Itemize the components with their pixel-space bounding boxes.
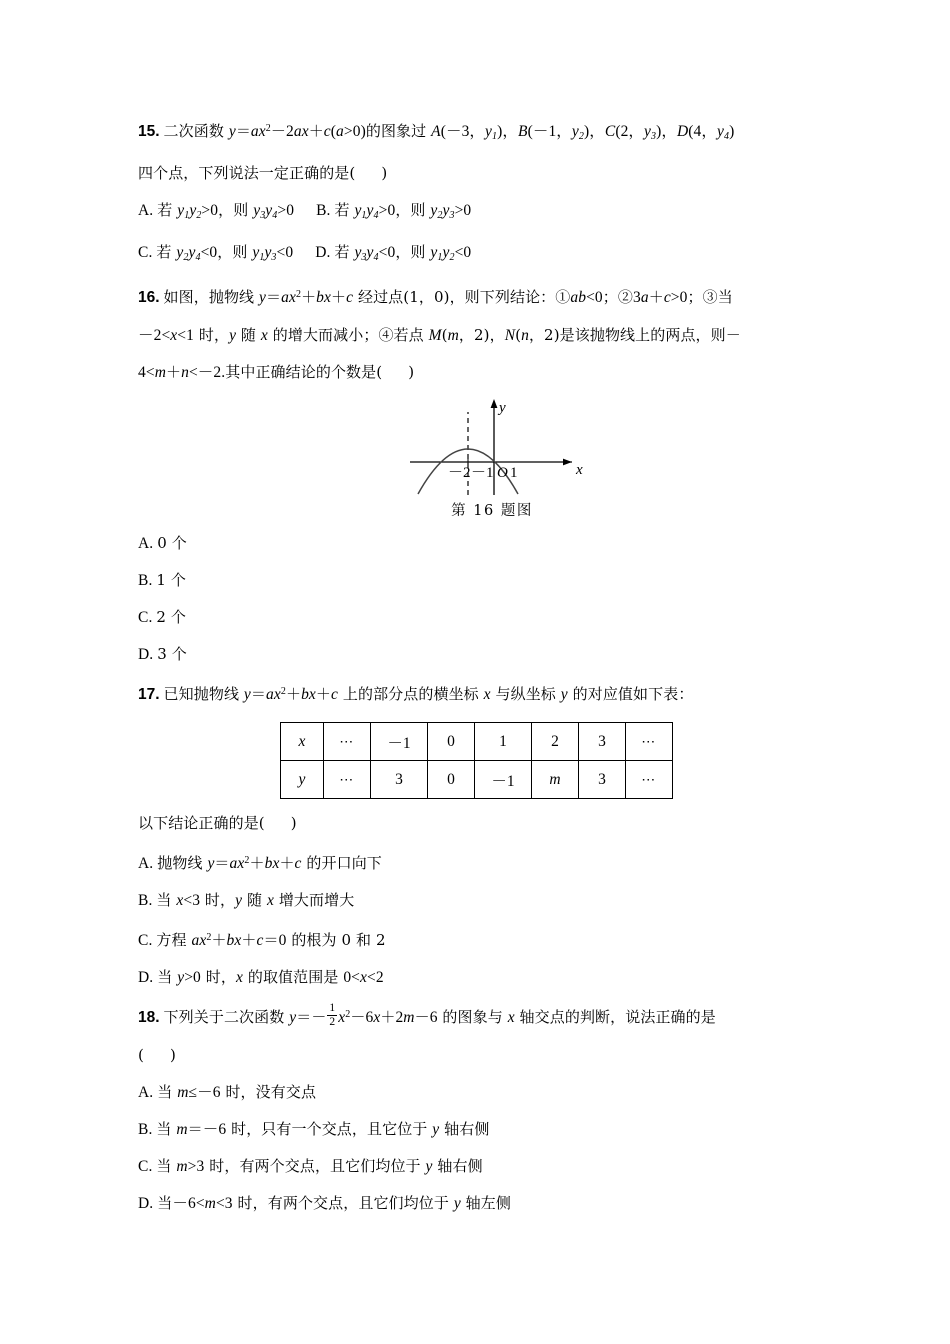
option-18-a-text: 当 m≤－6 时，没有交点 xyxy=(157,1083,317,1101)
question-17-stem-line-1: 17. 已知抛物线 $y=ax^2+bx+c$ 上的部分点的横坐标 x 与纵坐标 y 的对应值如下表： xyxy=(138,685,694,703)
y-axis-arrow xyxy=(491,399,498,408)
origin-label: O xyxy=(497,465,508,481)
option-16-d-text: 3 个 xyxy=(157,645,187,663)
table-cell-y-0: ⋯ xyxy=(324,761,371,799)
question-18-stem-line-1: 18. 下列关于二次函数 y＝－ $\frac{1}{2}$ $x^2-6x+2m-6$ 的图象与 x 轴交点的判断，说法正确的是 xyxy=(138,1002,716,1028)
question-18-option-d[interactable] xyxy=(138,1185,818,1222)
x-axis-label: x xyxy=(576,462,583,478)
option-17-c-label: C. xyxy=(138,932,153,949)
question-17-option-c[interactable] xyxy=(138,919,818,959)
option-16-a-label: A. xyxy=(138,535,154,552)
option-15-d-text: 若 $y_3y_4<0$，则 $y_1y_2<0$ xyxy=(334,243,472,263)
question-18-option-c[interactable] xyxy=(138,1148,818,1185)
question-15-number: 15. xyxy=(138,123,160,140)
option-17-a-text: 抛物线 $y=ax^2+bx+c$ 的开口向下 xyxy=(157,854,382,872)
question-17-option-d[interactable] xyxy=(138,959,818,996)
table-row-y xyxy=(281,761,673,799)
option-16-d-label: D. xyxy=(138,646,154,663)
x-axis-arrow xyxy=(563,459,572,466)
option-18-d-text: 当－6<m<3 时，有两个交点，且它们均位于 y 轴左侧 xyxy=(157,1194,511,1212)
option-16-c-text: 2 个 xyxy=(156,608,187,626)
parabola-graph xyxy=(400,395,590,500)
table-cell-x-6: ⋯ xyxy=(626,723,673,761)
question-16-stem-line-1: 16. 如图，抛物线 $y=ax^2+bx+c$ 经过点(1，0)，则下列结论：①ab<0；②3a＋c>0；③当 xyxy=(138,288,733,306)
table-cell-x-5: 3 xyxy=(579,723,626,761)
question-18-number: 18. xyxy=(138,1009,160,1026)
question-16-figure-caption: 第 16 题图 xyxy=(451,503,533,519)
option-16-c-label: C. xyxy=(138,609,153,626)
option-18-a-label: A. xyxy=(138,1084,154,1101)
table-cell-x-4: 2 xyxy=(532,723,579,761)
option-16-a-text: 0 个 xyxy=(157,534,187,552)
question-16-option-b[interactable] xyxy=(138,562,818,599)
question-18-stem-line-2: ( ) xyxy=(138,1046,176,1064)
question-16 xyxy=(138,276,818,673)
question-18-formula: y＝－ $\frac{1}{2}$ $x^2-6x+2m-6$ xyxy=(289,1002,438,1028)
question-15-stem-prefix: 二次函数 xyxy=(163,122,229,140)
question-17-option-a[interactable] xyxy=(138,842,818,882)
question-16-figure xyxy=(138,395,818,525)
option-17-b-label: B. xyxy=(138,892,153,909)
table-cell-y-1: 3 xyxy=(371,761,428,799)
question-15 xyxy=(138,110,818,276)
option-16-b-text: 1 个 xyxy=(156,571,187,589)
table-cell-y-6: ⋯ xyxy=(626,761,673,799)
x-tick-label-minus-2: －2 xyxy=(448,465,471,481)
question-15-stem-line-2: 四个点，下列说法一定正确的是( ) xyxy=(138,164,388,182)
question-17-table-wrapper xyxy=(138,722,818,799)
question-15-points: A(－3，$y_1$)，B(－1，$y_2$)，C(2，$y_3$)，D(4，$y_4$) xyxy=(431,123,735,142)
option-17-b-text: 当 x<3 时，y 随 x 增大而增大 xyxy=(156,891,355,909)
option-17-d-text: 当 y>0 时，x 的取值范围是 0<x<2 xyxy=(157,968,384,986)
question-16-option-d[interactable] xyxy=(138,636,818,673)
table-cell-y-2: 0 xyxy=(428,761,475,799)
question-15-stem-mid: 的图象过 xyxy=(365,122,432,140)
option-16-b-label: B. xyxy=(138,572,153,589)
option-18-d-label: D. xyxy=(138,1195,154,1212)
table-header-x: x xyxy=(281,723,324,761)
option-18-c-label: C. xyxy=(138,1158,153,1175)
question-15-options-row-2 xyxy=(138,234,818,276)
question-17-stem-line-2: 以下结论正确的是( ) xyxy=(138,814,297,832)
question-16-number: 16. xyxy=(138,289,160,306)
option-15-a-label[interactable]: A. xyxy=(138,202,154,219)
question-18-option-a[interactable] xyxy=(138,1074,818,1111)
option-15-a-text: 若 $y_1y_2>0$，则 $y_3y_4>0$ xyxy=(157,201,295,221)
table-cell-x-1: －1 xyxy=(371,723,428,761)
y-axis-label: y xyxy=(499,400,506,416)
table-cell-x-3: 1 xyxy=(475,723,532,761)
question-18-option-b[interactable] xyxy=(138,1111,818,1148)
option-18-c-text: 当 m>3 时，有两个交点，且它们均位于 y 轴右侧 xyxy=(156,1157,483,1175)
question-17-option-b[interactable] xyxy=(138,882,818,919)
option-15-b-text: 若 $y_1y_4>0$，则 $y_2y_3>0$ xyxy=(334,201,472,221)
table-cell-x-0: ⋯ xyxy=(324,723,371,761)
table-cell-y-4: m xyxy=(532,761,579,799)
x-tick-label-minus-1: －1 xyxy=(471,465,494,481)
xy-value-table xyxy=(280,722,673,799)
question-16-stem-line-3: 4<m＋n<－2.其中正确结论的个数是( ) xyxy=(138,363,415,381)
option-17-a-label: A. xyxy=(138,855,154,872)
question-17 xyxy=(138,673,818,996)
x-tick-label-1: 1 xyxy=(510,465,518,481)
question-16-stem-line-2: －2<x<1 时，y 随 x 的增大而减小；④若点 M(m，2)，N(n，2)是该抛物线上的两点，则－ xyxy=(138,326,741,344)
question-18 xyxy=(138,996,818,1222)
question-15-stem-line-1 xyxy=(138,110,818,155)
table-cell-y-3: －1 xyxy=(475,761,532,799)
question-15-formula: $y=ax^2-2ax+c(a>0)$ xyxy=(228,123,366,140)
option-17-d-label: D. xyxy=(138,969,154,986)
option-15-b-label[interactable]: B. xyxy=(316,202,331,219)
question-16-option-c[interactable] xyxy=(138,599,818,636)
option-15-c-label[interactable]: C. xyxy=(138,244,153,261)
one-half-fraction: $\frac{1}{2}$ xyxy=(329,1002,336,1028)
question-16-option-a[interactable] xyxy=(138,525,818,562)
table-header-y: y xyxy=(281,761,324,799)
option-18-b-text: 当 m＝－6 时，只有一个交点，且它位于 y 轴右侧 xyxy=(156,1120,490,1138)
option-18-b-label: B. xyxy=(138,1121,153,1138)
option-17-c-text: 方程 $ax^2+bx+c=0$ 的根为 0 和 2 xyxy=(156,931,386,949)
table-cell-x-2: 0 xyxy=(428,723,475,761)
table-cell-y-5: 3 xyxy=(579,761,626,799)
option-15-d-label[interactable]: D. xyxy=(315,244,331,261)
questions-container xyxy=(138,110,818,1222)
question-17-number: 17. xyxy=(138,686,160,703)
question-15-options-row-1 xyxy=(138,192,818,234)
option-15-c-text: 若 $y_2y_4<0$，则 $y_1y_3<0$ xyxy=(156,243,294,263)
table-row-x xyxy=(281,723,673,761)
